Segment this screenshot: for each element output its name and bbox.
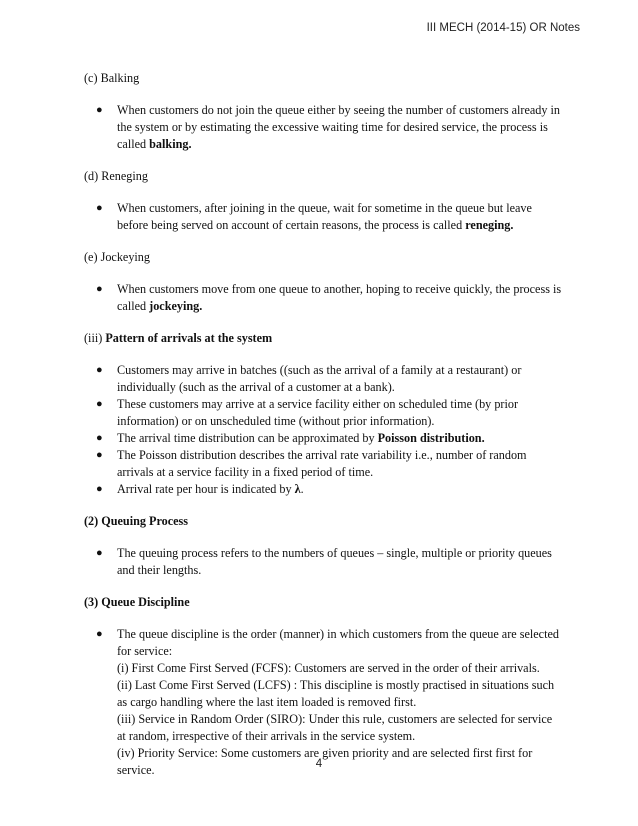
pattern-list [84,362,564,498]
heading-queue-discipline: (3) Queue Discipline [84,595,190,609]
bullet-icon: ● [96,483,103,495]
reneging-list [84,200,564,234]
heading-jockeying: (e) Jockeying [84,250,150,264]
discipline-fcfs: (i) First Come First Served (FCFS): Customers are served in the order of their arrivals. [117,661,540,675]
list-item: ● When customers, after joining in the queue, wait for sometime in the queue but leave before being served on account of certain reasons, the process is called reneging. [96,201,532,232]
bullet-icon: ● [96,104,103,116]
balking-list [84,102,564,153]
list-item: ● When customers do not join the queue either by seeing the number of customers already in the system or by estimating the excessive waiting time for desired service, the process is called balking. [96,103,561,151]
bullet-icon: ● [96,202,103,214]
bullet-icon: ● [96,432,103,444]
queuing-process-list [84,545,564,579]
list-item: ● The arrival time distribution can be approximated by Poisson distribution. [96,431,485,445]
discipline-lcfs: (ii) Last Come First Served (LCFS) : This discipline is mostly practised in situations such as cargo handling where the last item loaded is removed first. [117,678,555,709]
list-item: ● The Poisson distribution describes the arrival rate variability i.e., number of random arrivals at a service facility in a fixed period of time. [96,448,527,479]
page-number: 4 [315,758,323,770]
discipline-priority: (iv) Priority Service: Some customers are given priority and are selected first first for service. [117,746,533,777]
jockeying-list [84,281,564,315]
bullet-icon: ● [96,398,103,410]
queue-discipline-list [84,626,564,779]
page-header: III MECH (2014-15) OR Notes [426,22,580,34]
list-item: ● The queuing process refers to the numbers of queues – single, multiple or priority queues and their lengths. [96,546,552,577]
bullet-icon: ● [96,547,103,559]
heading-pattern-of-arrivals: (iii) Pattern of arrivals at the system [84,331,273,345]
list-item: ● Arrival rate per hour is indicated by λ. [96,482,304,496]
bullet-icon: ● [96,449,103,461]
list-item: ● When customers move from one queue to another, hoping to receive quickly, the process is called jockeying. [96,282,562,313]
discipline-siro: (iii) Service in Random Order (SIRO): Under this rule, customers are selected for service at random, irrespective of their arrivals in the service system. [117,712,553,743]
heading-balking: (c) Balking [84,71,140,85]
heading-reneging: (d) Reneging [84,169,148,183]
list-item: ● The queue discipline is the order (manner) in which customers from the queue are selected for service: (i) First Come First Served (FCFS): Customers are served in the order of their arrivals. (ii) Last Come First Served (LCFS) : This discipline is mostly practised in situations such as cargo handling where the last item loaded is removed first. (iii) Service in Random Order (SIRO): Under this rule, customers are selected for service at random, irrespective of their arrivals in the service system. (iv) Priority Service: Some customers are given priority and are selected first first for service. [84,626,564,779]
page-content [84,70,564,794]
bullet-icon: ● [96,364,103,376]
bullet-icon: ● [96,628,103,640]
heading-queuing-process: (2) Queuing Process [84,514,189,528]
bullet-icon: ● [96,283,103,295]
list-item: ● These customers may arrive at a service facility either on scheduled time (by prior information) or on unscheduled time (without prior information). [96,397,519,428]
list-item: ● Customers may arrive in batches ((such as the arrival of a family at a restaurant) or individually (such as the arrival of a customer at a bank). [96,363,522,394]
